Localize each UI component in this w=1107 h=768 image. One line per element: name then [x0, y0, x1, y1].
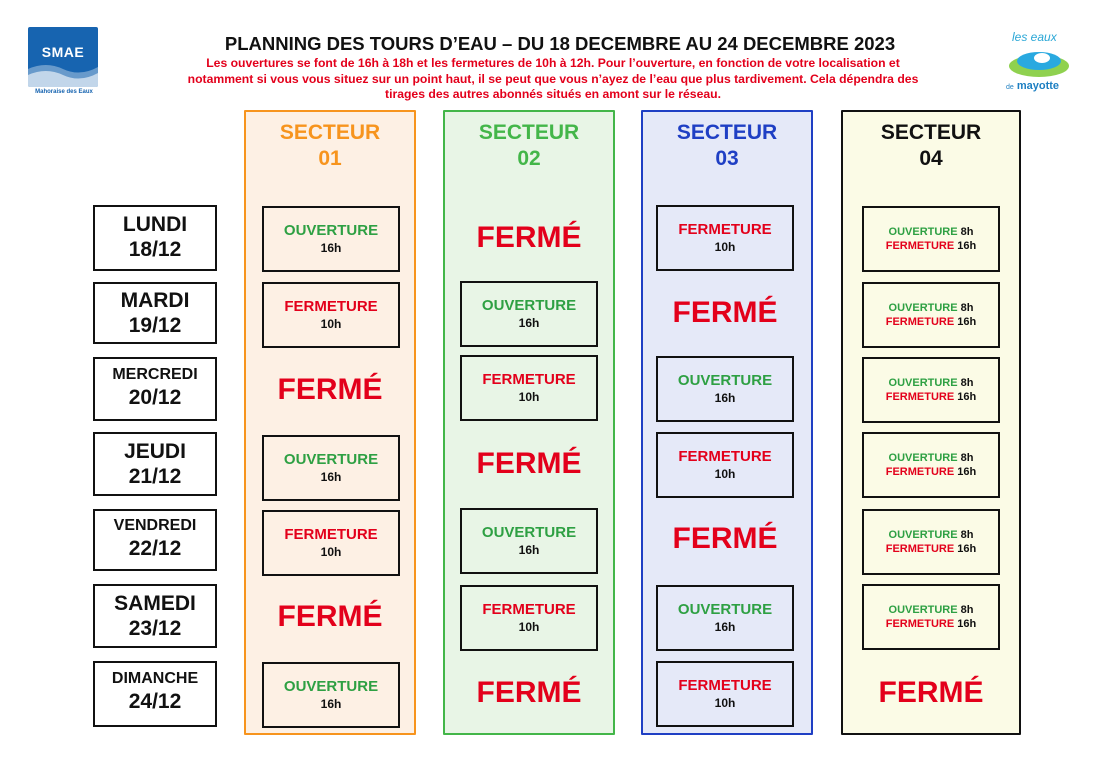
- opening-line: [864, 301, 998, 315]
- status-label: FERMETURE: [678, 448, 772, 465]
- day-date: 21/12: [128, 465, 182, 488]
- sector-header-01: [246, 120, 414, 172]
- status-label: FERMETURE: [885, 240, 955, 252]
- day-label-mardi: [93, 282, 217, 344]
- cell-s4-mercredi: [862, 357, 1000, 423]
- day-name: MERCREDI: [112, 366, 198, 383]
- status-label: FERMETURE: [284, 298, 378, 315]
- closed-s4-dimanche: FERMÉ: [878, 676, 984, 709]
- subtitle-line: Les ouvertures se font de 16h à 18h et les fermetures de 10h à 12h. Pour l’ouverture, en fonction de votre localisation et: [206, 56, 900, 70]
- cell-s2-mercredi: [460, 355, 598, 421]
- status-time: 8h: [960, 452, 974, 464]
- sector-header-02: [445, 120, 613, 172]
- status-time: 10h: [320, 317, 342, 331]
- status-time: 8h: [960, 604, 974, 616]
- status-time: 8h: [960, 302, 974, 314]
- status-time: 8h: [960, 529, 974, 541]
- day-name: MARDI: [120, 289, 190, 312]
- cell-s3-jeudi: [656, 432, 794, 498]
- cell-s4-jeudi: [862, 432, 1000, 498]
- closed-s3-vendredi: FERMÉ: [672, 522, 778, 555]
- sector-label: SECTEUR: [880, 121, 982, 144]
- status-label: OUVERTURE: [888, 604, 958, 616]
- closed-s2-lundi: FERMÉ: [476, 221, 582, 254]
- status-label: FERMETURE: [885, 543, 955, 555]
- status-time: 8h: [960, 377, 974, 389]
- closing-line: [864, 617, 998, 631]
- status-label: OUVERTURE: [677, 372, 773, 389]
- status-time: 16h: [957, 316, 977, 328]
- day-label-lundi: [93, 205, 217, 271]
- status-time: 8h: [960, 226, 974, 238]
- sector-column-01: [244, 110, 416, 735]
- opening-line: [864, 225, 998, 239]
- status-time: 16h: [320, 241, 342, 255]
- status-time: 16h: [957, 543, 977, 555]
- cell-s1-jeudi: [262, 435, 400, 501]
- opening-line: [864, 603, 998, 617]
- opening-line: [864, 528, 998, 542]
- status-label: FERMETURE: [885, 316, 955, 328]
- status-time: 16h: [320, 470, 342, 484]
- sector-label: SECTEUR: [478, 121, 580, 144]
- closed-s2-dimanche: FERMÉ: [476, 676, 582, 709]
- status-label: OUVERTURE: [283, 222, 379, 239]
- smae-logo-caption: Mahoraise des Eaux: [35, 89, 93, 95]
- status-label: OUVERTURE: [677, 601, 773, 618]
- day-date: 18/12: [128, 238, 182, 261]
- status-label: OUVERTURE: [283, 678, 379, 695]
- status-time: 10h: [714, 467, 736, 481]
- cell-s1-mardi: [262, 282, 400, 348]
- cell-s4-lundi: [862, 206, 1000, 272]
- sector-number: 04: [919, 147, 943, 170]
- day-name: SAMEDI: [114, 592, 196, 615]
- day-label-dimanche: [93, 661, 217, 727]
- status-time: 16h: [957, 240, 977, 252]
- status-label: OUVERTURE: [888, 452, 958, 464]
- sector-label: SECTEUR: [279, 121, 381, 144]
- cell-s3-mercredi: [656, 356, 794, 422]
- status-time: 16h: [714, 620, 736, 634]
- cell-s4-vendredi: [862, 509, 1000, 575]
- closed-s1-samedi: FERMÉ: [277, 600, 383, 633]
- closed-s2-jeudi: FERMÉ: [476, 447, 582, 480]
- closing-line: [864, 239, 998, 253]
- eaux-logo-de: de: [1006, 84, 1014, 91]
- status-label: OUVERTURE: [888, 226, 958, 238]
- status-label: OUVERTURE: [283, 451, 379, 468]
- status-time: 16h: [957, 618, 977, 630]
- cell-s2-samedi: [460, 585, 598, 651]
- cell-s2-vendredi: [460, 508, 598, 574]
- closed-s3-mardi: FERMÉ: [672, 296, 778, 329]
- status-label: FERMETURE: [678, 221, 772, 238]
- sector-label: SECTEUR: [676, 121, 778, 144]
- status-time: 10h: [714, 240, 736, 254]
- status-label: OUVERTURE: [481, 297, 577, 314]
- subtitle-line: tirages des autres abonnés situés en amont sur le réseau.: [385, 87, 721, 101]
- day-date: 19/12: [128, 314, 182, 337]
- cell-s2-mardi: [460, 281, 598, 347]
- status-time: 10h: [714, 696, 736, 710]
- cell-s3-dimanche: [656, 661, 794, 727]
- status-label: FERMETURE: [885, 618, 955, 630]
- opening-line: [864, 451, 998, 465]
- cell-s1-vendredi: [262, 510, 400, 576]
- day-label-samedi: [93, 584, 217, 648]
- status-label: FERMETURE: [284, 526, 378, 543]
- day-label-mercredi: [93, 357, 217, 421]
- sector-number: 01: [318, 147, 342, 170]
- day-date: 24/12: [128, 690, 182, 713]
- status-time: 16h: [957, 391, 977, 403]
- day-date: 20/12: [128, 386, 182, 409]
- subtitle-line: notamment si vous vous situez sur un point haut, il se peut que vous n’ayez de l’eau que plus tardivement. Cela dépendra des: [187, 71, 919, 86]
- eaux-mayotte-logo: [1000, 30, 1078, 100]
- status-label: FERMETURE: [885, 391, 955, 403]
- status-label: FERMETURE: [482, 601, 576, 618]
- day-date: 22/12: [128, 537, 182, 560]
- closing-line: [864, 465, 998, 479]
- water-drop-icon: [1004, 46, 1074, 80]
- status-time: 16h: [714, 391, 736, 405]
- cell-s3-samedi: [656, 585, 794, 651]
- status-time: 16h: [518, 316, 540, 330]
- day-name: JEUDI: [124, 440, 186, 463]
- smae-logo: [28, 27, 100, 95]
- day-name: LUNDI: [122, 213, 188, 236]
- closing-line: [864, 542, 998, 556]
- page-title: PLANNING DES TOURS D’EAU – DU 18 DECEMBRE AU 24 DECEMBRE 2023: [224, 33, 896, 54]
- status-time: 16h: [518, 543, 540, 557]
- day-name: DIMANCHE: [111, 670, 199, 687]
- status-time: 16h: [957, 466, 977, 478]
- smae-logo-text: SMAE: [41, 44, 85, 60]
- status-label: OUVERTURE: [481, 524, 577, 541]
- eaux-logo-line1: les eaux: [1012, 30, 1057, 44]
- cell-s4-mardi: [862, 282, 1000, 348]
- cell-s4-samedi: [862, 584, 1000, 650]
- opening-line: [864, 376, 998, 390]
- day-label-jeudi: [93, 432, 217, 496]
- sector-header-04: [843, 120, 1019, 172]
- status-time: 10h: [518, 620, 540, 634]
- status-time: 10h: [320, 545, 342, 559]
- closing-line: [864, 315, 998, 329]
- closing-line: [864, 390, 998, 404]
- status-label: OUVERTURE: [888, 377, 958, 389]
- status-label: OUVERTURE: [888, 302, 958, 314]
- sector-header-03: [643, 120, 811, 172]
- cell-s3-lundi: [656, 205, 794, 271]
- eaux-logo-mayotte: mayotte: [1016, 80, 1060, 92]
- cell-s1-dimanche: [262, 662, 400, 728]
- status-time: 10h: [518, 390, 540, 404]
- cell-s1-lundi: [262, 206, 400, 272]
- status-label: OUVERTURE: [888, 529, 958, 541]
- sector-number: 03: [715, 147, 739, 170]
- status-label: FERMETURE: [885, 466, 955, 478]
- day-date: 23/12: [128, 617, 182, 640]
- status-time: 16h: [320, 697, 342, 711]
- page-subtitle: [118, 56, 988, 103]
- eaux-logo-line2: [1006, 80, 1059, 92]
- sector-number: 02: [517, 147, 541, 170]
- day-name: VENDREDI: [113, 517, 197, 534]
- closed-s1-mercredi: FERMÉ: [277, 373, 383, 406]
- day-label-vendredi: [93, 509, 217, 571]
- status-label: FERMETURE: [678, 677, 772, 694]
- status-label: FERMETURE: [482, 371, 576, 388]
